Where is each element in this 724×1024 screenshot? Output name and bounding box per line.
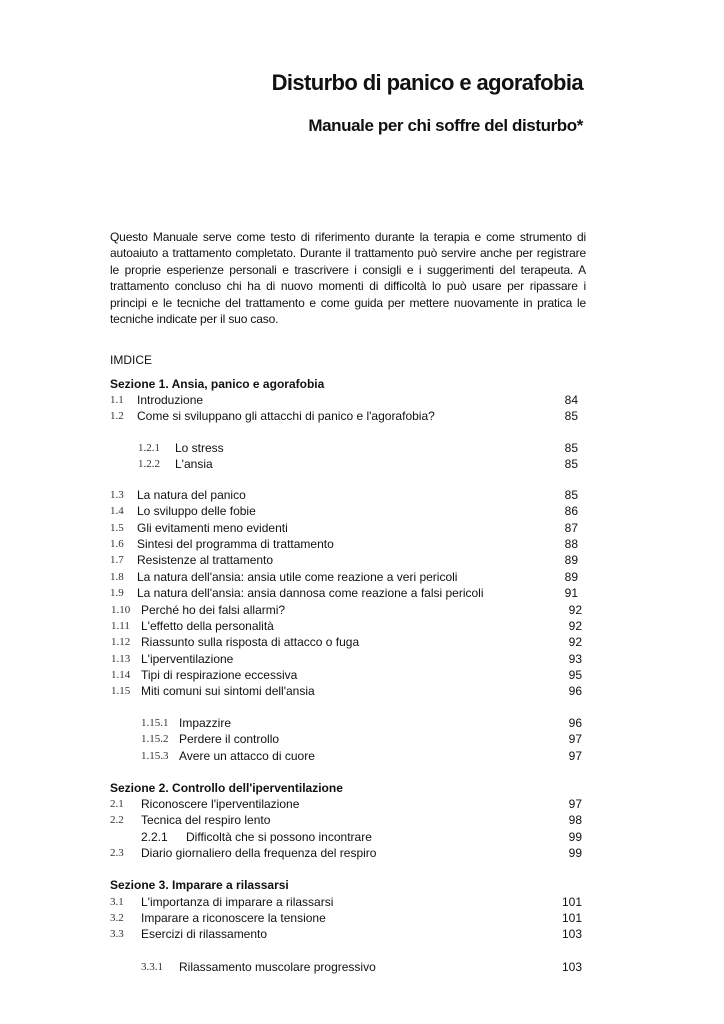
toc-entry-title: Imparare a riconoscere la tensione xyxy=(141,911,326,925)
document-title: Disturbo di panico e agorafobia xyxy=(271,70,583,95)
toc-entry-number: 2.2 xyxy=(110,814,124,826)
toc-entry-page: 84 xyxy=(564,393,578,407)
toc-entry-number: 1.10 xyxy=(111,604,131,616)
toc-entry-title: Perché ho dei falsi allarmi? xyxy=(141,603,286,617)
toc-section-heading: Sezione 3. Imparare a rilassarsi xyxy=(110,878,289,892)
toc-entry-page: 99 xyxy=(568,846,582,860)
toc-entry-title: Impazzire xyxy=(179,716,232,730)
toc-entry-page: 92 xyxy=(568,603,582,617)
toc-entry-title: L'effetto della personalità xyxy=(141,619,274,633)
toc-entry-page: 101 xyxy=(561,895,582,909)
toc-entry-page: 92 xyxy=(568,635,582,649)
toc-entry-number: 2.2.1 xyxy=(141,830,168,844)
toc-entry-title: Lo stress xyxy=(175,441,224,455)
toc-entry-title: Resistenze al trattamento xyxy=(137,553,274,567)
toc-entry-number: 1.2.1 xyxy=(138,442,160,454)
toc-entry-number: 3.1 xyxy=(110,896,124,908)
toc-entry-number: 3.3 xyxy=(110,928,124,940)
toc-entry-page: 96 xyxy=(568,716,582,730)
toc-entry-title: Gli evitamenti meno evidenti xyxy=(137,521,288,535)
toc-entry-title: Riconoscere l'iperventilazione xyxy=(141,797,300,811)
toc-entry-title: L'iperventilazione xyxy=(141,652,234,666)
toc-entry-number: 1.11 xyxy=(111,620,130,632)
toc-entry-page: 85 xyxy=(564,409,578,423)
toc-entry-number: 1.15.2 xyxy=(141,733,169,745)
toc-entry-title: Rilassamento muscolare progressivo xyxy=(179,960,376,974)
toc-entry-number: 1.8 xyxy=(110,571,124,583)
toc-entry-page: 89 xyxy=(564,570,578,584)
toc-entry-number: 1.14 xyxy=(111,669,131,681)
toc-entry-page: 86 xyxy=(564,504,578,518)
toc-entry-page: 92 xyxy=(568,619,582,633)
toc-entry-number: 2.3 xyxy=(110,847,124,859)
toc-entry-title: Tipi di respirazione eccessiva xyxy=(141,668,298,682)
toc-entry-page: 87 xyxy=(564,521,578,535)
toc-entry-number: 1.1 xyxy=(110,394,124,406)
toc-entry-page: 103 xyxy=(561,927,582,941)
toc-entry-page: 88 xyxy=(564,537,578,551)
toc-entry-number: 1.3 xyxy=(110,489,124,501)
toc-entry-title: La natura del panico xyxy=(137,488,246,502)
toc-entry-number: 1.15 xyxy=(111,685,131,697)
toc-entry-title: La natura dell'ansia: ansia utile come reazione a veri pericoli xyxy=(137,570,458,584)
toc-section-heading: Sezione 2. Controllo dell'iperventilazione xyxy=(110,781,343,795)
toc-entry-title: Come si sviluppano gli attacchi di panico e l'agorafobia? xyxy=(137,409,435,423)
intro-paragraph: Questo Manuale serve come testo di riferimento durante la terapia e come strumento di autoaiuto a trattamento completato. Durante il trattamento può servire anche per registrare le proprie esperienze personali e trascrivere i consigli e i suggerimenti del terapeuta. A trattamento concluso chi ha di nuovo momenti di difficoltà lo può usare per ripassare i principi e le tecniche del trattamento e come guida per mettere nuovamente in pratica le tecniche indicate per il suo caso. xyxy=(110,230,586,327)
toc-section-heading: Sezione 1. Ansia, panico e agorafobia xyxy=(110,377,325,391)
toc-entry-page: 93 xyxy=(568,652,582,666)
toc-entry-number: 1.2 xyxy=(110,410,124,422)
document-subtitle: Manuale per chi soffre del disturbo* xyxy=(308,116,583,135)
toc-entry-title: Tecnica del respiro lento xyxy=(141,813,271,827)
toc-entry-number: 1.15.3 xyxy=(141,750,169,762)
toc-entry-number: 1.15.1 xyxy=(141,717,169,729)
toc-entry-page: 97 xyxy=(568,732,582,746)
toc-entry-page: 99 xyxy=(568,830,582,844)
toc-entry-title: Perdere il controllo xyxy=(179,732,280,746)
toc-entry-number: 1.2.2 xyxy=(138,458,160,470)
toc-entry-page: 103 xyxy=(561,960,582,974)
toc-entry-number: 1.7 xyxy=(110,554,124,566)
index-heading: IMDICE xyxy=(110,353,152,367)
toc-entry-title: Introduzione xyxy=(137,393,204,407)
toc-entry-title: Difficoltà che si possono incontrare xyxy=(186,830,372,844)
toc-entry-number: 1.4 xyxy=(110,505,124,517)
toc-entry-number: 2.1 xyxy=(110,798,124,810)
toc-entry-page: 85 xyxy=(564,457,578,471)
toc-entry-title: Sintesi del programma di trattamento xyxy=(137,537,334,551)
toc-entry-page: 91 xyxy=(564,586,578,600)
toc-entry-number: 3.3.1 xyxy=(141,961,163,973)
toc-entry-page: 95 xyxy=(568,668,582,682)
toc-entry-page: 96 xyxy=(568,684,582,698)
toc-entry-title: Miti comuni sui sintomi dell'ansia xyxy=(141,684,315,698)
toc-entry-number: 1.12 xyxy=(111,636,131,648)
toc-entry-title: L'importanza di imparare a rilassarsi xyxy=(141,895,334,909)
toc-entry-page: 97 xyxy=(568,797,582,811)
toc-entry-number: 1.13 xyxy=(111,653,131,665)
toc-entry-number: 1.5 xyxy=(110,522,124,534)
toc-entry-number: 1.6 xyxy=(110,538,124,550)
toc-entry-page: 89 xyxy=(564,553,578,567)
toc-entry-title: L'ansia xyxy=(175,457,213,471)
toc-entry-title: Riassunto sulla risposta di attacco o fuga xyxy=(141,635,360,649)
toc-entry-page: 85 xyxy=(564,441,578,455)
toc-entry-page: 98 xyxy=(568,813,582,827)
toc-entry-title: La natura dell'ansia: ansia dannosa come reazione a falsi pericoli xyxy=(137,586,484,600)
toc-entry-title: Esercizi di rilassamento xyxy=(141,927,268,941)
toc-entry-title: Lo sviluppo delle fobie xyxy=(137,504,256,518)
toc-entry-page: 97 xyxy=(568,749,582,763)
toc-entry-title: Avere un attacco di cuore xyxy=(179,749,315,763)
toc-entry-page: 101 xyxy=(561,911,582,925)
toc-entry-number: 3.2 xyxy=(110,912,124,924)
toc-entry-number: 1.9 xyxy=(110,587,124,599)
toc-entry-title: Diario giornaliero della frequenza del respiro xyxy=(141,846,377,860)
toc-entry-page: 85 xyxy=(564,488,578,502)
